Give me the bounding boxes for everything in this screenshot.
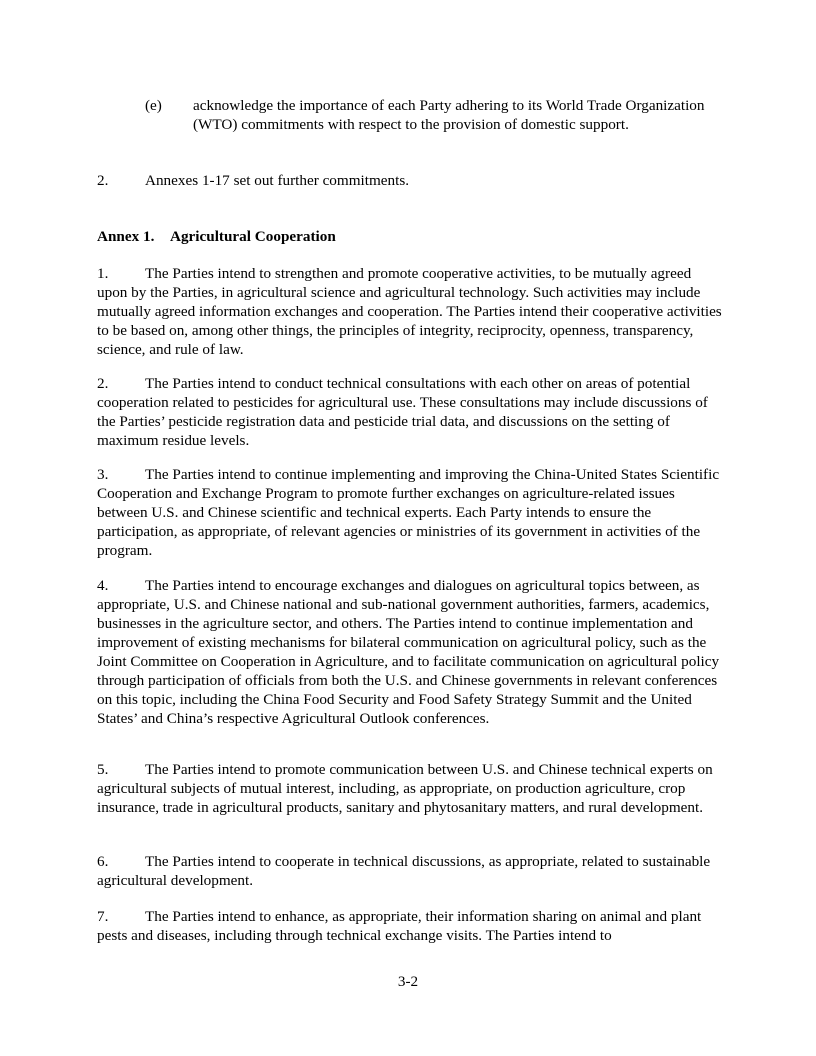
paragraph-number: 1.: [97, 265, 109, 282]
paragraph-text: The Parties intend to cooperate in technical discussions, as appropriate, related to sustainable agricultural development.: [97, 853, 711, 889]
paragraph-text: The Parties intend to encourage exchanges and dialogues on agricultural topics between, as appropriate, U.S. and Chinese national and sub-national government authorities, farmers, academics, businesses in the agriculture sector, and others. The Parties intend to continue implementation and improvement of existing mechanisms for bilateral communication on agricultural policy, such as the Joint Committee on Cooperation in Agriculture, and to facilitate communication on agricultural policy through participation of officials from both the U.S. and Chinese governments in relevant conferences on this topic, including the China Food Security and Food Safety Strategy Summit and the United States’ and China’s respective Agricultural Outlook conferences.: [97, 577, 720, 727]
page-number: 3-2: [397, 973, 419, 990]
list-item-e: [145, 96, 725, 134]
paragraph-2-main: [97, 171, 723, 190]
annex-heading: [97, 227, 723, 246]
list-item-text: acknowledge the importance of each Party adhering to its World Trade Organization (WTO) commitments with respect to the provision of domestic support.: [193, 97, 705, 133]
paragraph-text: The Parties intend to enhance, as appropriate, their information sharing on animal and plant pests and diseases, including through technical exchange visits. The Parties intend to: [97, 908, 702, 944]
annex-paragraph-2: [97, 374, 723, 450]
annex-paragraph-4: [97, 576, 723, 728]
annex-paragraph-1: [97, 264, 723, 359]
paragraph-text: The Parties intend to strengthen and promote cooperative activities, to be mutually agreed upon by the Parties, in agricultural science and agricultural technology. Such activities may include mutually agreed information exchanges and cooperation. The Parties intend their cooperative activities to be based on, among other things, the principles of integrity, reciprocity, openness, transparency, science, and rule of law.: [97, 265, 722, 358]
paragraph-number: 5.: [97, 761, 109, 778]
annex-title: Agricultural Cooperation: [170, 228, 336, 245]
paragraph-number: 2.: [97, 375, 109, 392]
annex-paragraph-6: [97, 852, 723, 890]
paragraph-number: 7.: [97, 908, 109, 925]
annex-paragraph-7: [97, 907, 723, 945]
annex-paragraph-3: [97, 465, 723, 560]
paragraph-number: 4.: [97, 577, 109, 594]
paragraph-text: The Parties intend to conduct technical consultations with each other on areas of potential cooperation related to pesticides for agricultural use. These consultations may include discussions of the Parties’ pesticide registration data and pesticide trial data, and discussions on the setting of maximum residue levels.: [97, 375, 708, 449]
paragraph-text: The Parties intend to promote communication between U.S. and Chinese technical experts on agricultural subjects of mutual interest, including, as appropriate, on production agriculture, crop insurance, trade in agricultural products, sanitary and phytosanitary matters, and rural development.: [97, 761, 713, 816]
annex-number: Annex 1.: [97, 228, 155, 245]
paragraph-text: The Parties intend to continue implementing and improving the China-United States Scientific Cooperation and Exchange Program to promote further exchanges on agriculture-related issues between U.S. and Chinese scientific and technical experts. Each Party intends to ensure the participation, as appropriate, of relevant agencies or ministries of its government in activities of the program.: [97, 466, 720, 559]
paragraph-number: 6.: [97, 853, 109, 870]
paragraph-text: Annexes 1-17 set out further commitments.: [145, 172, 410, 189]
paragraph-number: 3.: [97, 466, 109, 483]
list-item-label: (e): [145, 97, 162, 114]
paragraph-number: 2.: [97, 172, 109, 189]
annex-paragraph-5: [97, 760, 723, 817]
